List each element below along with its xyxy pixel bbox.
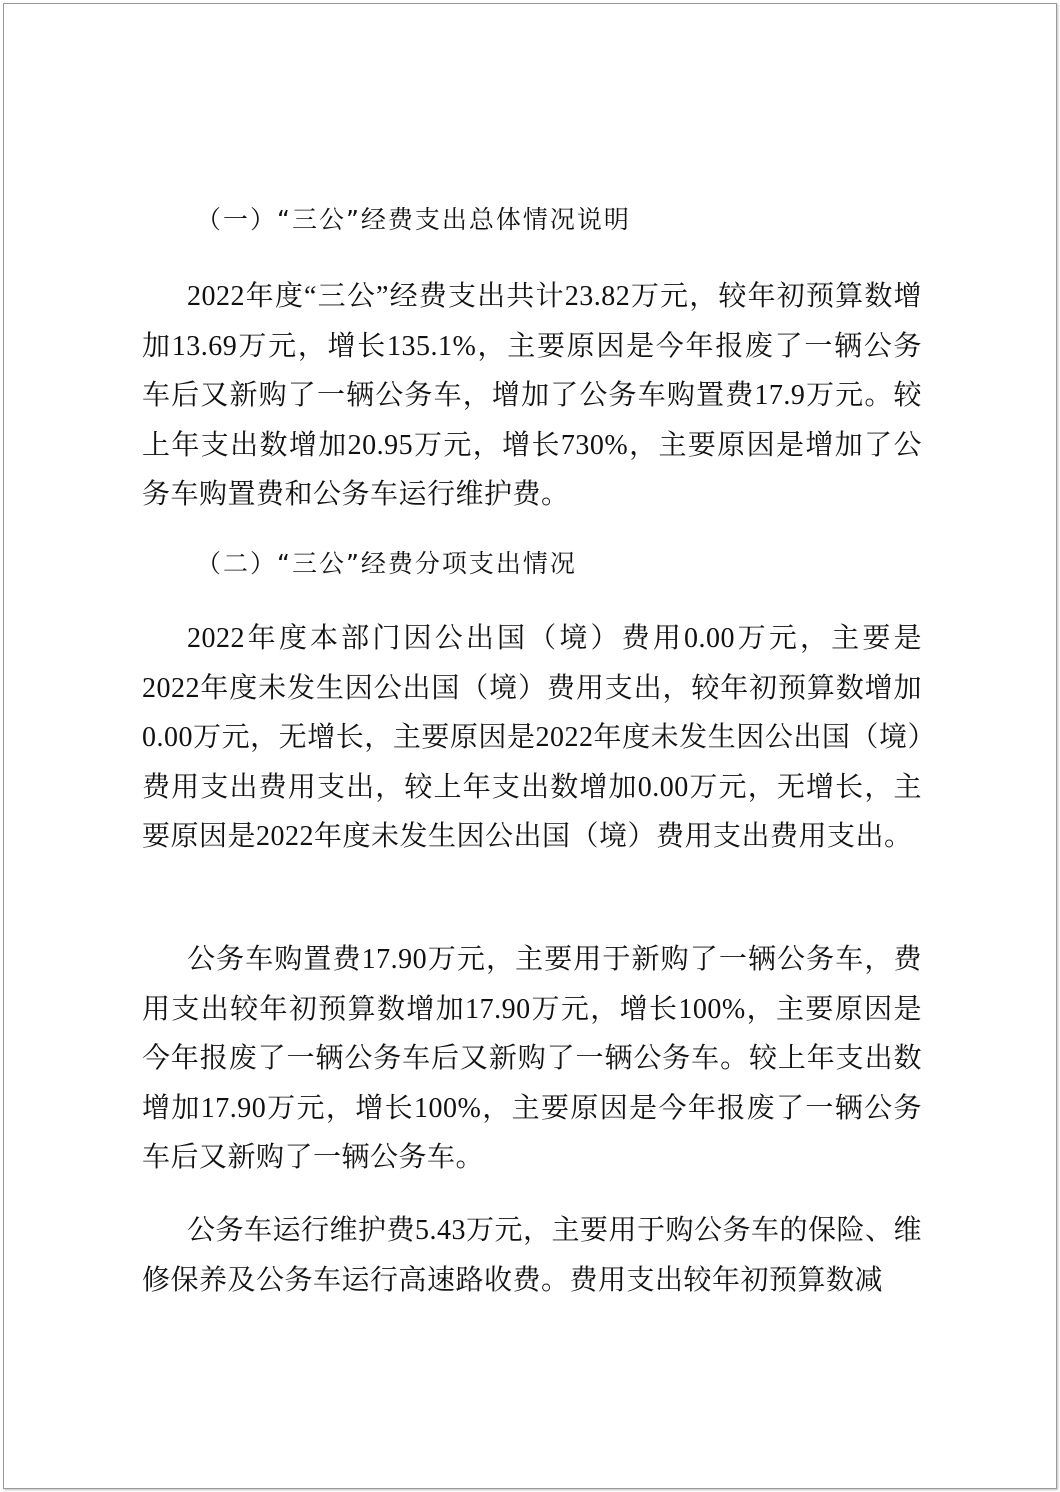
paragraph-vehicle-purchase: 公务车购置费17.90万元，主要用于新购了一辆公务车，费用支出较年初预算数增加17.90万元，增长100%，主要原因是今年报废了一辆公务车后又新购了一辆公务车。较上年支出数增加17.90万元，增长100%，主要原因是今年报废了一辆公务车后又新购了一辆公务车。 — [142, 944, 922, 1173]
paragraph-vehicle-maintenance: 公务车运行维护费5.43万元，主要用于购公务车的保险、维修保养及公务车运行高速路收费。费用支出较年初预算数减 — [142, 1215, 923, 1296]
paragraph-overall-summary: 2022年度“三公”经费支出共计23.82万元，较年初预算数增加13.69万元，增长135.1%，主要原因是今年报废了一辆公务车后又新购了一辆公务车，增加了公务车购置费17.9万元。较上年支出数增加20.95万元，增长730%，主要原因是增加了公务车购置费和公务车运行维护费。 — [142, 281, 922, 510]
section-heading-itemized: （二）“三公”经费分项支出情况 — [196, 549, 577, 578]
paragraph-overseas-travel: 2022年度本部门因公出国（境）费用0.00万元，主要是2022年度未发生因公出国（境）费用支出，较年初预算数增加0.00万元，无增长，主要原因是2022年度未发生因公出国（境）费用支出费用支出，较上年支出数增加0.00万元，无增长，主要原因是2022年度未发生因公出国（境）费用支出费用支出。 — [142, 623, 922, 852]
section-heading-overall: （一）“三公”经费支出总体情况说明 — [196, 205, 631, 234]
